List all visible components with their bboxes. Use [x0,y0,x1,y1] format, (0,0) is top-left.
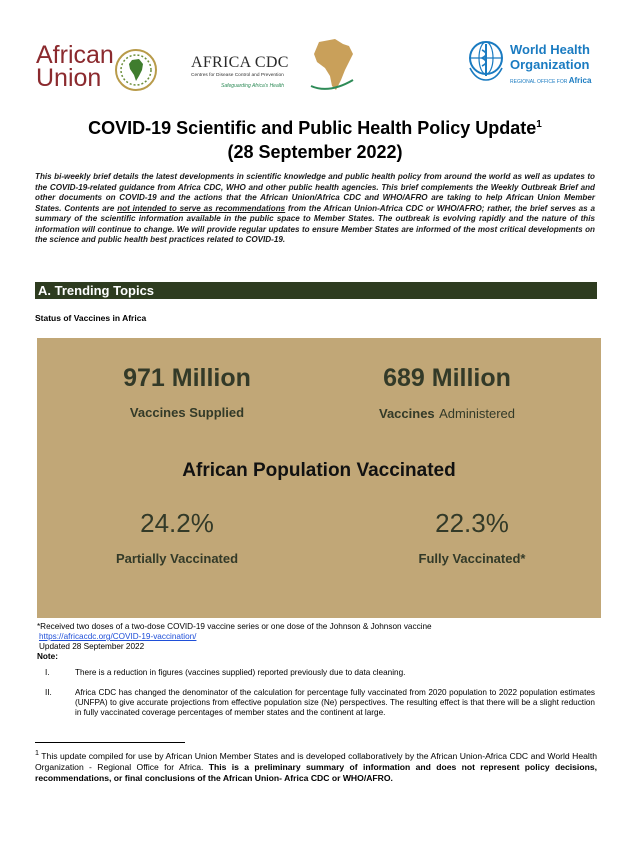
vaccine-status-panel [37,338,601,618]
vaccine-notes: *Received two doses of a two-dose COVID-19 vaccine series or one dose of the Johnson & Johnson vaccine https://africacdc.org/COVID-19-vaccination/ Updated 28 September 2022 Note: [37,622,432,661]
vaccination-link[interactable]: https://africacdc.org/COVID-19-vaccination/ [39,632,197,641]
africa-cdc-logo: AFRICA CDC Centres for Disease Control and Prevention Safeguarding Africa's Health [191,36,366,98]
fully-vaccinated-stat: 22.3% Fully Vaccinated* [418,508,526,566]
intro-paragraph: This bi-weekly brief details the latest developments in scientific knowledge and public health policy from around the world as well as updates to the COVID-19-related guidance from Africa CDC, WHO and other public health agencies. This brief complements the Weekly Outbreak Brief and other documents on COVID-19 and the actions that the African Union/Africa CDC and WHO/AFRO are taking to help African Union Member States. Contents are not intended to serve as recommendations from the African Union-Africa CDC or WHO/AFRO; rather, the brief serves as a summary of the scientific information available in the public space to Member States. The outbreak is evolving rapidly and the nature of this information will continue to change. We will provide regular updates to ensure Member States are informed of the most critical developments on the science and public health best practices related to COVID-19. [35,172,596,244]
vaccines-supplied-stat: 971 Million Vaccines Supplied [123,364,251,420]
footnote-divider [35,742,185,743]
au-seal-icon [114,48,158,92]
population-heading: African Population Vaccinated [182,460,456,481]
african-union-logo [36,41,181,100]
who-logo: World Health Organization REGIONAL OFFICE FOR Africa [466,38,596,92]
section-heading: A. Trending Topics [35,282,597,299]
vaccines-administered-stat: 689 Million Vaccines Administered [379,364,515,421]
footnote: $^1$ This update compiled for use by African Union Member States and is developed collaboratively by the African Union-Africa CDC and World Health Organization - Regional Office for Africa. This is a preliminary summary of information and does not represent policy decisions, recommendations, or final conclusions of the African Union- Africa CDC or WHO/AFRO. [35,749,597,783]
partially-vaccinated-stat: 24.2% Partially Vaccinated [115,508,239,566]
subheading: Status of Vaccines in Africa [35,313,147,323]
who-region: REGIONAL OFFICE FOR Africa [510,76,592,85]
header-logos [36,32,596,104]
africa-map-icon [309,36,359,94]
who-emblem-icon [466,38,506,82]
document-title: COVID-19 Scientific and Public Health Policy Update$^1$ (28 September 2022) [88,118,542,162]
au-logo-text: African Union [36,41,114,92]
